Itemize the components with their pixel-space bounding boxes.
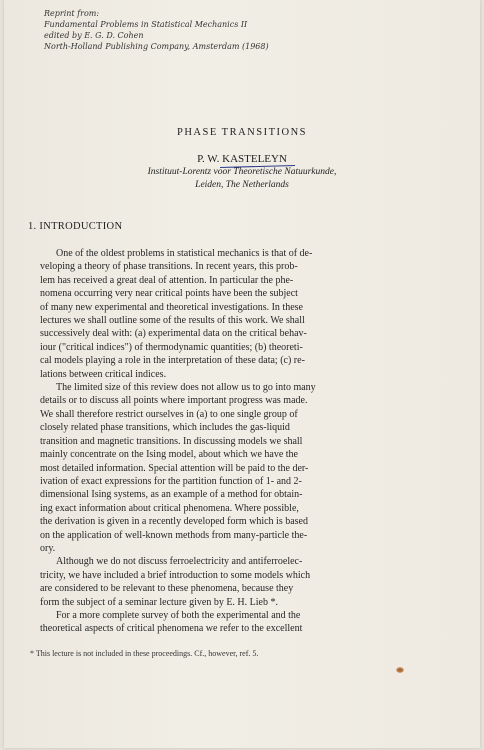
body-line: ivation of exact expressions for the partition function of 1- and 2-	[40, 475, 302, 487]
body-line: form the subject of a seminar lecture given by E. H. Lieb *.	[40, 596, 278, 608]
affiliation	[0, 166, 484, 192]
body-line: closely related phase transitions, which includes the gas-liquid	[40, 422, 290, 434]
author-surname: KASTELEYN	[222, 153, 287, 165]
body-line: mainly concentrate on the Ising model, about which we have the	[40, 449, 298, 461]
body-line: theoretical aspects of critical phenomena we refer to the excellent	[40, 623, 303, 635]
body-line: ory.	[40, 542, 56, 554]
body-line: ing exact information about critical phenomena. Where possible,	[40, 502, 299, 514]
body-line: We shall therefore restrict ourselves in (a) to one single group of	[40, 408, 298, 420]
body-line: cal models playing a role in the interpretation of these data; (c) re-	[40, 355, 305, 367]
affiliation-line: Instituut-Lorentz voor Theoretische Natuurkunde,	[147, 167, 337, 177]
reprint-line: edited by E. G. D. Cohen	[44, 31, 144, 40]
paper-stain	[396, 667, 404, 673]
body-line: lations between critical indices.	[40, 368, 167, 380]
body-line: iour ("critical indices") of thermodynamic quantities; (b) theoreti-	[40, 341, 303, 353]
body-line: nomena occurring very near critical points have been the subject	[40, 288, 298, 300]
body-line: are considered to be relevant to these phenomena, because they	[40, 583, 294, 595]
body-line: lem has received a great deal of attention. In particular the phe-	[40, 274, 294, 286]
section-heading: 1. INTRODUCTION	[28, 221, 123, 232]
body-line: tricity, we have included a brief introduction to some models which	[40, 569, 311, 581]
reprint-line: North-Holland Publishing Company, Amsterdam (1968)	[44, 42, 269, 51]
body-line: transition and magnetic transitions. In discussing models we shall	[40, 435, 303, 447]
body-line: on the application of well-known methods from many-particle the-	[40, 529, 308, 541]
author	[0, 153, 484, 165]
author-initials: P. W.	[197, 153, 223, 165]
paper-title: PHASE TRANSITIONS	[176, 127, 308, 138]
reprint-note	[44, 8, 464, 52]
body-line: Although we do not discuss ferroelectricity and antiferroelec-	[56, 556, 303, 568]
footnote: * This lecture is not included in these proceedings. Cf., however, ref. 5.	[30, 649, 259, 658]
body-line: successively deal with: (a) experimental data on the critical behav-	[40, 328, 307, 340]
body-line: lectures we shall outline some of the results of this work. We shall	[40, 315, 305, 327]
affiliation-line: Leiden, The Netherlands	[195, 180, 289, 190]
body-text	[40, 247, 460, 636]
body-line: most detailed information. Special attention will be paid to the der-	[40, 462, 309, 474]
body-line: One of the oldest problems in statistical mechanics is that of de-	[56, 248, 313, 259]
body-line: of many new experimental and theoretical investigations. In these	[40, 301, 303, 313]
reprint-line: Fundamental Problems in Statistical Mechanics II	[44, 20, 248, 29]
body-line: dimensional Ising systems, as an example of a method for obtain-	[40, 489, 303, 501]
body-line: The limited size of this review does not allow us to go into many	[56, 382, 316, 394]
body-line: the derivation is given in a recently developed form which is based	[40, 516, 308, 528]
body-line: veloping a theory of phase transitions. In recent years, this prob-	[40, 261, 298, 273]
reprint-line: Reprint from:	[44, 9, 100, 18]
body-line: For a more complete survey of both the experimental and the	[56, 609, 301, 621]
body-line: details or to discuss all points where important progress was made.	[40, 395, 308, 407]
